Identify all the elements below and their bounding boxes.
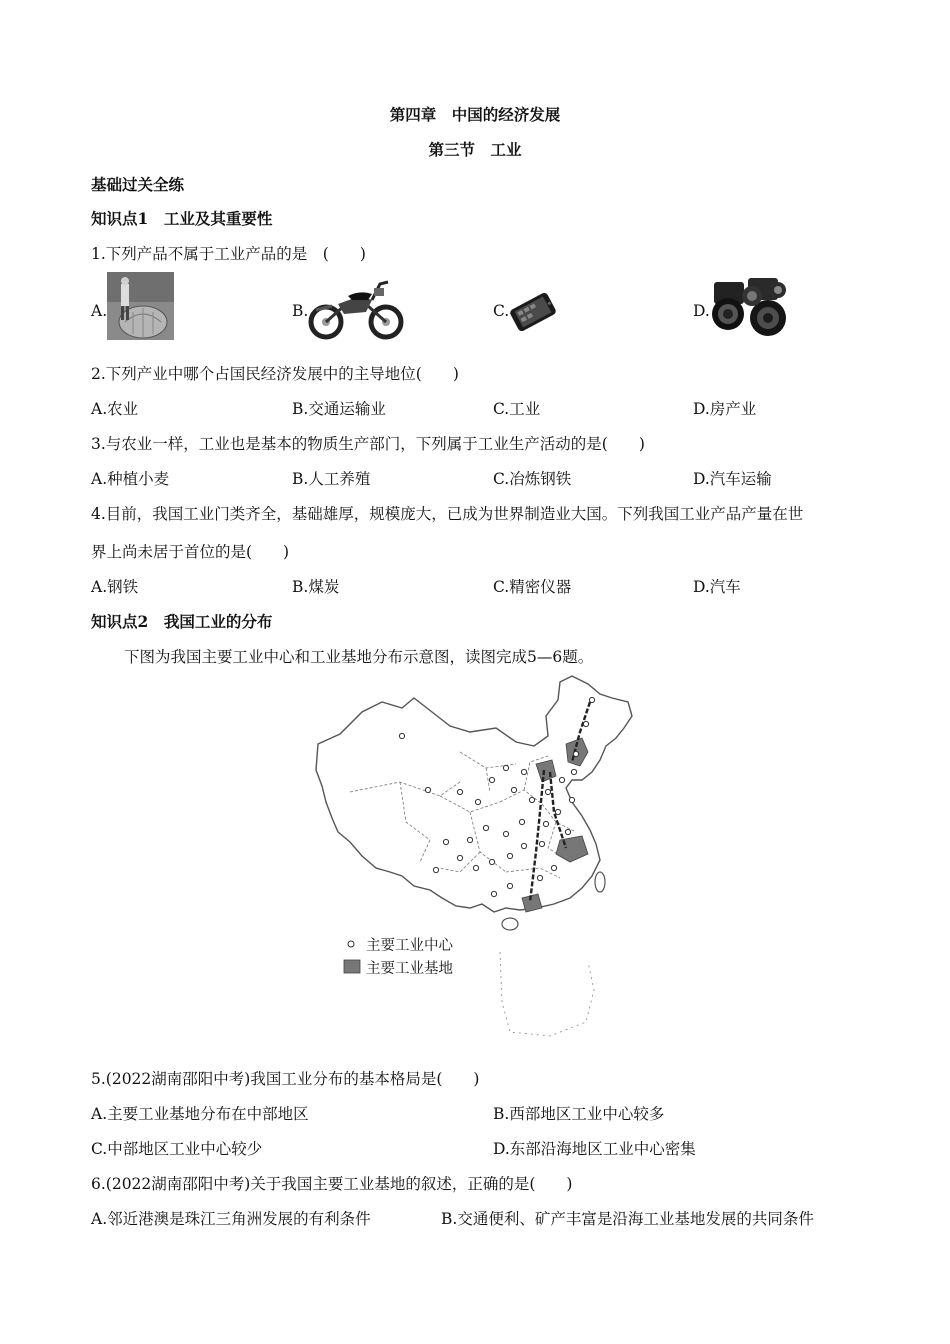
q5-option-b: B.西部地区工业中心较多 bbox=[493, 1105, 665, 1123]
industrial-center bbox=[473, 865, 478, 870]
industrial-center bbox=[521, 843, 526, 848]
industrial-center bbox=[467, 837, 472, 842]
q1-option-d-letter: D. bbox=[693, 302, 710, 320]
question-4-stem-line2: 界上尚未居于首位的是( ) bbox=[91, 543, 290, 561]
kp2-label: 知识点2 bbox=[91, 612, 149, 631]
q4-option-d: D.汽车 bbox=[693, 578, 741, 596]
kp1-title: 工业及其重要性 bbox=[163, 209, 273, 228]
q5-option-d: D.东部沿海地区工业中心密集 bbox=[493, 1140, 696, 1158]
industrial-center bbox=[507, 853, 512, 858]
q6-option-a: A.邻近港澳是珠江三角洲发展的有利条件 bbox=[91, 1210, 371, 1228]
q6-option-b: B.交通便利、矿产丰富是沿海工业基地发展的共同条件 bbox=[441, 1210, 814, 1228]
industrial-center bbox=[565, 829, 570, 834]
question-4-stem-line1: 4.目前，我国工业门类齐全，基础雄厚，规模庞大，已成为世界制造业大国。下列我国工业产品产量在世 bbox=[91, 505, 804, 523]
industrial-center bbox=[457, 789, 462, 794]
legend-base-symbol bbox=[344, 960, 360, 973]
q4-option-b: B.煤炭 bbox=[292, 578, 340, 596]
industrial-center bbox=[491, 891, 496, 896]
q2-option-a: A.农业 bbox=[91, 400, 139, 418]
motorcycle-photo bbox=[308, 276, 404, 340]
industrial-center bbox=[571, 769, 576, 774]
industrial-center bbox=[425, 787, 430, 792]
industrial-center bbox=[559, 777, 564, 782]
industrial-center bbox=[589, 697, 594, 702]
industrial-center bbox=[545, 789, 550, 794]
industrial-center bbox=[511, 787, 516, 792]
q4-option-c: C.精密仪器 bbox=[493, 578, 572, 596]
base-jingjintang bbox=[536, 760, 556, 782]
industrial-center bbox=[539, 841, 544, 846]
question-1-stem: 1.下列产品不属于工业产品的是 ( ) bbox=[91, 245, 366, 263]
chapter-title: 第四章 中国的经济发展 bbox=[389, 105, 561, 124]
kp1-label: 知识点1 bbox=[91, 209, 149, 228]
q2-option-c: C.工业 bbox=[493, 400, 541, 418]
q1-option-b-letter: B. bbox=[292, 302, 309, 320]
q3-option-d: D.汽车运输 bbox=[693, 470, 772, 488]
industrial-center bbox=[433, 867, 438, 872]
china-outline bbox=[316, 676, 632, 912]
question-6-stem: 6.(2022湖南邵阳中考)关于我国主要工业基地的叙述，正确的是( ) bbox=[91, 1175, 573, 1193]
base-yangtze-delta bbox=[556, 836, 588, 862]
legend-center-symbol bbox=[348, 941, 354, 947]
q1-option-a-letter: A. bbox=[91, 302, 108, 320]
q4-option-a: A.钢铁 bbox=[91, 578, 139, 596]
china-industry-map bbox=[310, 672, 640, 1042]
industrial-center bbox=[543, 821, 548, 826]
q2-option-b: B.交通运输业 bbox=[292, 400, 386, 418]
section-title: 第三节 工业 bbox=[428, 140, 522, 159]
industrial-center bbox=[489, 777, 494, 782]
base-pearl-delta bbox=[522, 894, 542, 912]
map-intro: 下图为我国主要工业中心和工业基地分布示意图，读图完成5—6题。 bbox=[124, 648, 594, 666]
question-2-stem: 2.下列产业中哪个占国民经济发展中的主导地位( ) bbox=[91, 365, 459, 383]
cameras-photo bbox=[708, 274, 788, 340]
question-5-stem: 5.(2022湖南邵阳中考)我国工业分布的基本格局是( ) bbox=[91, 1070, 480, 1088]
legend-center-label: 主要工业中心 bbox=[366, 938, 453, 954]
industrial-center bbox=[489, 859, 494, 864]
industrial-center bbox=[457, 855, 462, 860]
q3-option-c: C.冶炼钢铁 bbox=[493, 470, 572, 488]
industrial-center bbox=[521, 769, 526, 774]
q5-option-c: C.中部地区工业中心较少 bbox=[91, 1140, 263, 1158]
industrial-center bbox=[555, 809, 560, 814]
industrial-center bbox=[573, 751, 578, 756]
industrial-center bbox=[503, 831, 508, 836]
industrial-center bbox=[519, 819, 524, 824]
industrial-center bbox=[537, 875, 542, 880]
exercise-heading: 基础过关全练 bbox=[91, 175, 185, 194]
smartphone-photo bbox=[508, 290, 558, 334]
q3-option-b: B.人工养殖 bbox=[292, 470, 371, 488]
industrial-center bbox=[483, 825, 488, 830]
q2-option-d: D.房产业 bbox=[693, 400, 757, 418]
industrial-center bbox=[569, 797, 574, 802]
industrial-center bbox=[503, 765, 508, 770]
q1-option-c-letter: C. bbox=[493, 302, 510, 320]
knowledge-point-2 bbox=[91, 610, 272, 632]
industrial-center bbox=[507, 883, 512, 888]
industrial-center bbox=[475, 799, 480, 804]
q3-option-a: A.种植小麦 bbox=[91, 470, 170, 488]
legend-base-label: 主要工业基地 bbox=[366, 961, 453, 977]
kp2-title: 我国工业的分布 bbox=[163, 612, 273, 631]
china-map-svg bbox=[310, 672, 640, 1042]
industrial-center bbox=[551, 865, 556, 870]
knowledge-point-1 bbox=[91, 207, 272, 229]
question-3-stem: 3.与农业一样，工业也是基本的物质生产部门，下列属于工业生产活动的是( ) bbox=[91, 435, 645, 453]
railway-jingguang bbox=[530, 770, 544, 902]
pumpkin-photo bbox=[107, 272, 174, 340]
q5-option-a: A.主要工业基地分布在中部地区 bbox=[91, 1105, 309, 1123]
industrial-center bbox=[399, 733, 404, 738]
industrial-center bbox=[443, 839, 448, 844]
industrial-center bbox=[529, 797, 534, 802]
industrial-center bbox=[583, 721, 588, 726]
